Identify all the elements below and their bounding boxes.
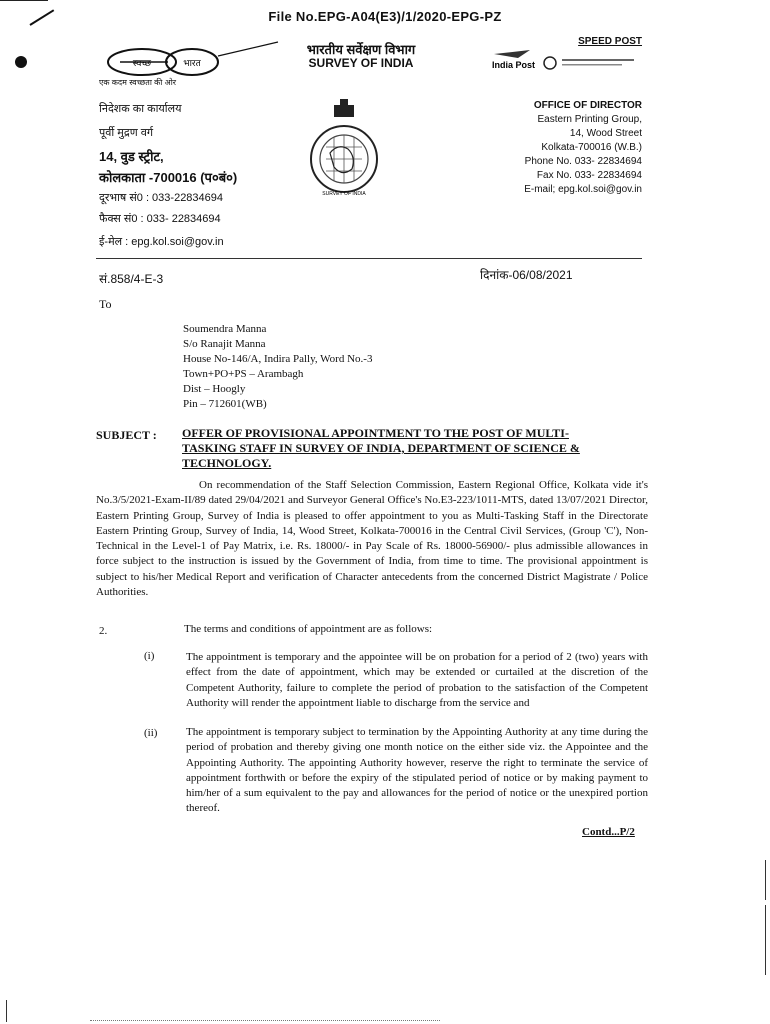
addressee-name: Soumendra Manna <box>183 323 267 335</box>
addressee-line: Dist – Hoogly <box>183 383 246 395</box>
left-office-phone: दूरभाष सं0 : 033-22834694 <box>99 192 224 204</box>
left-office-line4: कोलकाता -700016 (प०बं०) <box>99 170 238 185</box>
survey-of-india-emblem-icon <box>304 97 384 201</box>
right-office-line3: 14, Wood Street <box>569 128 642 139</box>
to-label: To <box>99 297 112 311</box>
scan-margin-mark <box>6 1000 7 1022</box>
scan-margin-mark <box>765 905 766 975</box>
letter-date: दिनांक-06/08/2021 <box>480 268 573 282</box>
subject-label: SUBJECT : <box>96 428 157 442</box>
emblem-label: SURVEY OF INDIA <box>322 191 366 197</box>
term-number: (i) <box>144 650 155 662</box>
left-office-email: ई-मेल : epg.kol.soi@gov.in <box>99 236 224 248</box>
addressee-line: Town+PO+PS – Arambagh <box>183 368 304 380</box>
swachh-tagline: एक कदम स्वच्छता की ओर <box>99 78 177 87</box>
department-name-hindi: भारतीय सर्वेक्षण विभाग <box>306 42 416 57</box>
addressee-line: Pin – 712601(WB) <box>183 398 267 410</box>
addressee-line: House No-146/A, Indira Pally, Word No.-3 <box>183 353 373 365</box>
term-text: The appointment is temporary subject to termination by the Appointing Authority at any time during the period of probation and thereby giving one month notice on the either side viz. the Appointee and the Appointing Authority. The appointing Authority however, reserve the right to terminate the service of appointment forthwith or before the expiry of the stipulated period of notice or by making payment to him/her of a sum equivalent to the pay and allowances for the period of notice or the unexpired portion thereof. <box>186 726 648 815</box>
terms-intro: The terms and conditions of appointment are as follows: <box>184 623 433 635</box>
right-office-phone: Phone No. 033- 22834694 <box>524 156 642 167</box>
left-office-fax: फैक्स सं0 : 033- 22834694 <box>99 213 221 225</box>
scan-edge-line <box>0 0 48 1</box>
bharat-word: भारत <box>183 59 201 69</box>
body-paragraph <box>96 478 648 600</box>
india-post-logo-icon <box>490 48 640 74</box>
right-office-line4: Kolkata-700016 (W.B.) <box>541 142 642 153</box>
department-name-english: SURVEY OF INDIA <box>308 56 414 70</box>
section-number: 2. <box>99 625 108 637</box>
left-office-line2: पूर्वी मुद्रण वर्ग <box>99 127 154 139</box>
scan-bottom-noise <box>90 1020 440 1021</box>
right-office-fax: Fax No. 033- 22834694 <box>536 170 642 181</box>
term-text: The appointment is temporary and the appointee will be on probation for a period of 2 (two) years with effect from the date of appointment, which may be extended or curtailed at the discretion of the Competent Authority, failure to complete the period of probation to the satisfaction of the Competent Authority will render the appointment liable to discharge from the service and <box>186 651 648 709</box>
file-number: File No.EPG-A04(E3)/1/2020-EPG-PZ <box>268 9 502 24</box>
subject-line: OFFER OF PROVISIONAL APPOINTMENT TO THE POST OF MULTI- <box>182 426 569 440</box>
subject-line: TASKING STAFF IN SURVEY OF INDIA, DEPARTMENT OF SCIENCE & <box>182 441 580 455</box>
punch-hole-mark <box>15 56 27 68</box>
right-office-line1: OFFICE OF DIRECTOR <box>533 100 642 111</box>
reference-number: सं.858/4-E-3 <box>99 272 164 286</box>
swachh-word: स्वच्छ <box>132 59 152 69</box>
right-office-email: E-mail; epg.kol.soi@gov.in <box>524 184 642 195</box>
right-office-line2: Eastern Printing Group, <box>537 114 642 125</box>
left-office-line1: निदेशक का कार्यालय <box>99 103 182 115</box>
term-number: (ii) <box>144 727 158 739</box>
left-office-line3: 14, वुड स्ट्रीट, <box>99 149 164 164</box>
scan-margin-mark <box>765 860 766 900</box>
header-divider <box>96 258 642 259</box>
subject-line: TECHNOLOGY. <box>182 456 272 470</box>
india-post-logo-text: India Post <box>492 60 536 70</box>
subject-text <box>182 426 652 471</box>
continued-marker: Contd...P/2 <box>582 826 635 838</box>
addressee-line: S/o Ranajit Manna <box>183 338 266 350</box>
body-paragraph-text: On recommendation of the Staff Selection Commission, Eastern Regional Office, Kolkata vide it's No.3/5/2021-Exam-II/89 dated 29/04/2021 and Surveyor General Office's No.E3-223/1011-MTS, dated 13/07/2021 Director, Eastern Printing Group, Survey of India is pleased to offer appointment to you as Multi-Tasking Staff in the Directorate Eastern Printing Group, Survey of India, 14, Wood Street, Kolkata-700016 in the Central Civil Services, (Group 'C'), Non-Technical in the Level-1 of Pay Matrix, i.e. Rs. 18000/- in Pay Scale of Rs. 18000-56900/- plus admissible allowances in force subject to the instruction is issued by the Government of India, from time to time. The provisional appointment is subject to his/her Medical Report and verification of Character antecedents from the concerned District Magistrate / Police Authorities. <box>96 479 648 599</box>
speed-post-label: SPEED POST <box>578 36 642 47</box>
